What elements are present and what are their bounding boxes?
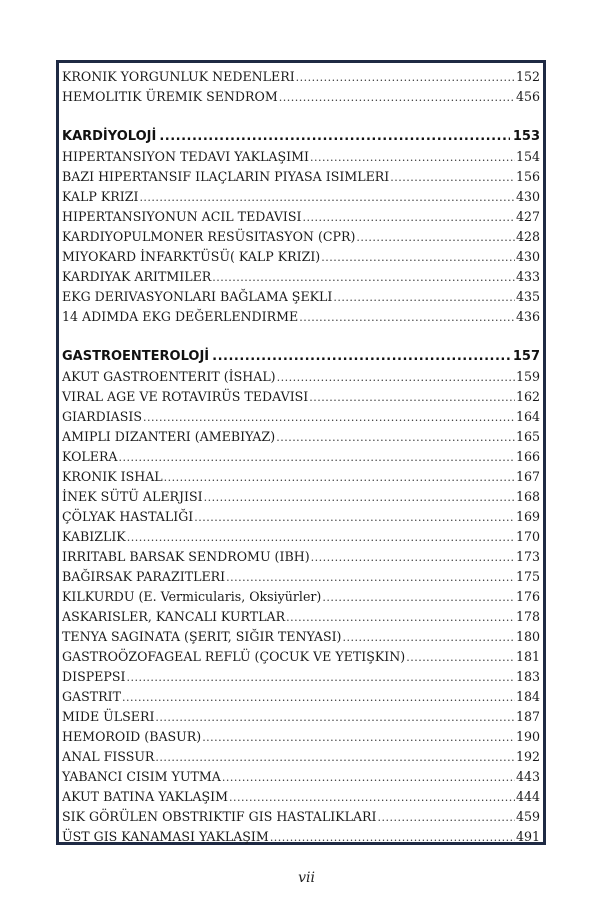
toc-entry-page: 180	[515, 629, 540, 644]
dot-leader	[299, 308, 515, 328]
toc-entry-title: KABIZLIK	[62, 529, 126, 544]
toc-entry-title: AMIPLI DIZANTERI (AMEBIYAZ)	[62, 429, 276, 444]
toc-entry-title: KALP KRIZI	[62, 189, 139, 204]
toc-entry[interactable]	[62, 507, 540, 527]
toc-entry-page: 456	[515, 89, 540, 104]
toc-entry-title: KRONIK YORGUNLUK NEDENLERI	[62, 69, 295, 84]
toc-entry-title: IRRITABL BARSAK SENDROMU (IBH)	[62, 549, 310, 564]
toc-entry-title: SIK GÖRÜLEN OBSTRIKTIF GIS HASTALIKLARI	[62, 809, 377, 824]
toc-entry[interactable]	[62, 807, 540, 827]
toc-entry[interactable]	[62, 227, 540, 247]
toc-entry[interactable]	[62, 467, 540, 487]
section-heading-page: 153	[512, 129, 540, 144]
dot-leader	[276, 428, 515, 448]
toc-entry-title: GASTRIT	[62, 689, 122, 704]
toc-entry-title: ÜST GIS KANAMASI YAKLAŞIM	[62, 829, 269, 844]
toc-entry-title: MIDE ÜLSERI	[62, 709, 155, 724]
toc-entry[interactable]	[62, 447, 540, 467]
toc-entry[interactable]	[62, 147, 540, 167]
toc-entry[interactable]	[62, 367, 540, 387]
toc-entry[interactable]	[62, 287, 540, 307]
dot-leader	[321, 248, 515, 268]
toc-entry-page: 162	[515, 389, 540, 404]
toc-entry-title: KRONIK ISHAL	[62, 469, 163, 484]
toc-entry-title: HEMOROID (BASUR)	[62, 729, 202, 744]
toc-entry[interactable]	[62, 667, 540, 687]
dot-leader	[303, 208, 515, 228]
toc-entry[interactable]	[62, 627, 540, 647]
toc-entry-page: 430	[515, 189, 540, 204]
toc-entry[interactable]	[62, 187, 540, 207]
dot-leader	[279, 88, 515, 108]
dot-leader	[164, 468, 515, 488]
dot-leader	[159, 126, 510, 147]
toc-entry-page: 427	[515, 209, 540, 224]
toc-entry-title: AKUT GASTROENTERIT (İSHAL)	[62, 369, 276, 384]
dot-leader	[406, 648, 515, 668]
dot-leader	[333, 288, 515, 308]
toc-entry-title: ASKARISLER, KANCALI KURTLAR	[62, 609, 286, 624]
section-heading-title: GASTROENTEROLOJİ	[62, 349, 210, 364]
dot-leader	[277, 368, 515, 388]
dot-leader	[311, 548, 515, 568]
dot-leader	[122, 688, 515, 708]
toc-entry-page: 165	[515, 429, 540, 444]
toc-entry[interactable]	[62, 727, 540, 747]
dot-leader	[222, 768, 515, 788]
toc-entry-page: 192	[515, 749, 540, 764]
toc-entry-page: 181	[515, 649, 540, 664]
toc-entry-page: 459	[515, 809, 540, 824]
toc-entry-title: GIARDIASIS	[62, 409, 143, 424]
toc-entry-page: 428	[515, 229, 540, 244]
toc-entry[interactable]	[62, 587, 540, 607]
toc-entry-page: 444	[515, 789, 540, 804]
toc-entry-page: 152	[515, 69, 540, 84]
toc-entry-page: 435	[515, 289, 540, 304]
toc-entry[interactable]	[62, 787, 540, 807]
toc-entry-page: 169	[515, 509, 540, 524]
toc-entry[interactable]	[62, 427, 540, 447]
toc-entry-title: ANAL FISSUR	[62, 749, 155, 764]
dot-leader	[342, 628, 514, 648]
table-of-contents	[62, 67, 540, 847]
dot-leader	[390, 168, 515, 188]
toc-entry[interactable]	[62, 767, 540, 787]
toc-entry-page: 154	[515, 149, 540, 164]
dot-leader	[226, 568, 515, 588]
page-number-footer: vii	[298, 870, 315, 886]
toc-entry-title: DISPEPSI	[62, 669, 126, 684]
dot-leader	[143, 408, 515, 428]
dot-leader	[212, 346, 510, 367]
toc-entry-title: HIPERTANSIYONUN ACIL TEDAVISI	[62, 209, 302, 224]
dot-leader	[194, 508, 515, 528]
toc-entry-page: 436	[515, 309, 540, 324]
toc-entry[interactable]	[62, 67, 540, 87]
dot-leader	[139, 188, 515, 208]
toc-entry[interactable]	[62, 647, 540, 667]
toc-entry-title: TENYA SAGINATA (ŞERIT, SIĞIR TENYASI)	[62, 629, 342, 644]
dot-leader	[309, 388, 515, 408]
toc-entry-page: 164	[515, 409, 540, 424]
toc-entry[interactable]	[62, 687, 540, 707]
toc-entry-title: HIPERTANSIYON TEDAVI YAKLAŞIMI	[62, 149, 309, 164]
toc-entry-title: KILKURDU (E. Vermicularis, Oksiyürler)	[62, 589, 322, 604]
toc-entry[interactable]	[62, 607, 540, 627]
toc-entry-title: BAĞIRSAK PARAZITLERI	[62, 569, 226, 584]
toc-entry[interactable]	[62, 87, 540, 107]
toc-entry-page: 184	[515, 689, 540, 704]
toc-entry-page: 173	[515, 549, 540, 564]
dot-leader	[155, 748, 515, 768]
toc-entry-page: 170	[515, 529, 540, 544]
toc-entry-page: 183	[515, 669, 540, 684]
dot-leader	[127, 528, 515, 548]
dot-leader	[270, 828, 515, 848]
toc-entry[interactable]	[62, 527, 540, 547]
toc-entry-page: 430	[515, 249, 540, 264]
dot-leader	[119, 448, 515, 468]
toc-entry-title: BAZI HIPERTANSIF ILAÇLARIN PIYASA ISIMLERI	[62, 169, 390, 184]
toc-entry-page: 156	[515, 169, 540, 184]
section-heading-page: 157	[512, 349, 540, 364]
dot-leader	[378, 808, 515, 828]
toc-entry[interactable]	[62, 567, 540, 587]
toc-entry-title: MIYOKARD İNFARKTÜSÜ( KALP KRIZI)	[62, 249, 321, 264]
dot-leader	[356, 228, 515, 248]
toc-entry-title: VIRAL AGE VE ROTAVIRÜS TEDAVISI	[62, 389, 309, 404]
toc-entry-page: 168	[515, 489, 540, 504]
dot-leader	[229, 788, 515, 808]
toc-entry-title: GASTROÖZOFAGEAL REFLÜ (ÇOCUK VE YETIŞKIN)	[62, 649, 406, 664]
toc-entry-title: HEMOLITIK ÜREMIK SENDROM	[62, 89, 278, 104]
toc-entry-page: 176	[515, 589, 540, 604]
section-heading[interactable]	[62, 346, 540, 367]
dot-leader	[286, 608, 515, 628]
dot-leader	[126, 668, 515, 688]
toc-entry[interactable]	[62, 167, 540, 187]
toc-entry-title: KARDIYOPULMONER RESÜSITASYON (CPR)	[62, 229, 356, 244]
toc-entry[interactable]	[62, 247, 540, 267]
toc-entry-title: EKG DERIVASYONLARI BAĞLAMA ŞEKLI	[62, 289, 333, 304]
toc-entry-page: 175	[515, 569, 540, 584]
toc-entry-page: 491	[515, 829, 540, 844]
section-heading-title: KARDİYOLOJİ	[62, 129, 157, 144]
dot-leader	[202, 728, 515, 748]
toc-entry-page: 443	[515, 769, 540, 784]
toc-entry[interactable]	[62, 827, 540, 847]
section-spacer	[62, 327, 540, 346]
toc-entry[interactable]	[62, 487, 540, 507]
toc-entry[interactable]	[62, 307, 540, 327]
dot-leader	[296, 68, 515, 88]
toc-entry-page: 190	[515, 729, 540, 744]
dot-leader	[322, 588, 515, 608]
toc-entry-title: İNEK SÜTÜ ALERJISI	[62, 489, 203, 504]
toc-entry-title: ÇÖLYAK HASTALIĞI	[62, 509, 194, 524]
toc-entry-title: KARDIYAK ARITMILER	[62, 269, 212, 284]
toc-entry[interactable]	[62, 267, 540, 287]
toc-entry[interactable]	[62, 747, 540, 767]
toc-entry-title: 14 ADIMDA EKG DEĞERLENDIRME	[62, 309, 299, 324]
dot-leader	[212, 268, 515, 288]
toc-entry-title: KOLERA	[62, 449, 118, 464]
toc-entry-page: 187	[515, 709, 540, 724]
dot-leader	[155, 708, 515, 728]
toc-entry-page: 433	[515, 269, 540, 284]
toc-entry-page: 178	[515, 609, 540, 624]
toc-entry[interactable]	[62, 707, 540, 727]
toc-entry[interactable]	[62, 207, 540, 227]
toc-entry-title: AKUT BATINA YAKLAŞIM	[62, 789, 229, 804]
toc-entry-page: 166	[515, 449, 540, 464]
toc-entry-page: 159	[515, 369, 540, 384]
toc-entry[interactable]	[62, 407, 540, 427]
toc-entry[interactable]	[62, 547, 540, 567]
toc-entry[interactable]	[62, 387, 540, 407]
toc-entry-title: YABANCI CISIM YUTMA	[62, 769, 221, 784]
dot-leader	[310, 148, 515, 168]
dot-leader	[204, 488, 515, 508]
section-heading[interactable]	[62, 126, 540, 147]
section-spacer	[62, 107, 540, 126]
toc-entry-page: 167	[515, 469, 540, 484]
